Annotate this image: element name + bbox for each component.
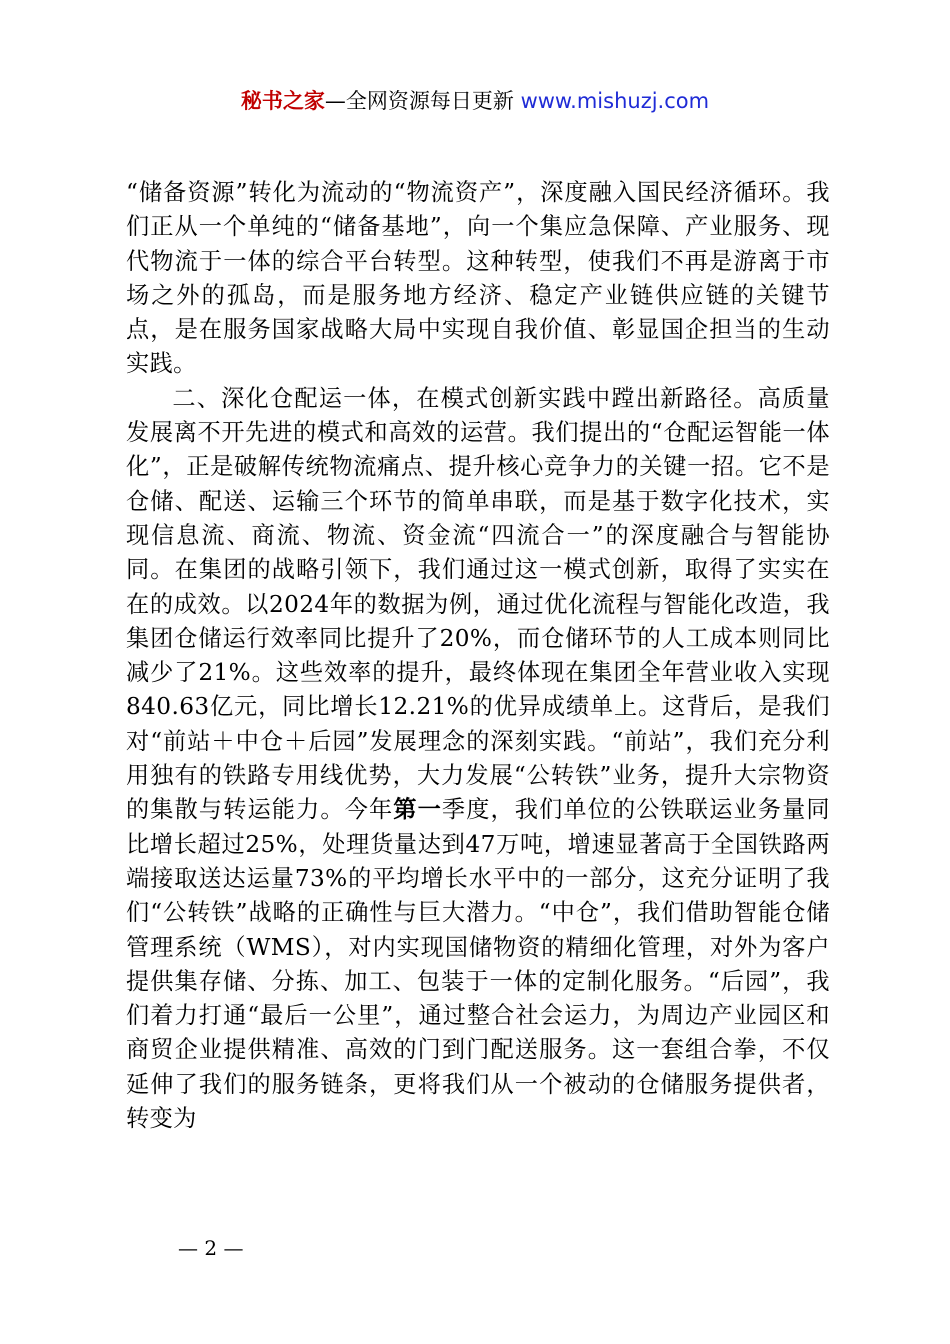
site-url-link[interactable]: www.mishuzj.com <box>520 89 710 113</box>
site-brand: 秘书之家 <box>240 89 325 113</box>
site-tagline: —全网资源每日更新 <box>324 89 514 113</box>
paragraph-2-text-b: 季度，我们单位的公铁联运业务量同比增长超过25%，处理货量达到47万吨，增速显著高于全国铁路两端接取送达运量73%的平均增长水平中的一部分，这充分证明了我们“公转铁”战略的正确性与巨大潜力。“中仓”，我们借助智能仓储管理系统（WMS），对内实现国储物资的精细化管理，对外为客户提供集存储、分拣、加工、包装于一体的定制化服务。“后园”，我们着力打通“最后一公里”，通过整合社会运力，为周边产业园区和商贸企业提供精准、高效的门到门配送服务。这一套组合拳，不仅延伸了我们的服务链条，更将我们从一个被动的仓储服务提供者，转变为 <box>126 796 830 1133</box>
paragraph-2 <box>126 382 830 1137</box>
paragraph-2-text-a: 二、深化仓配运一体，在模式创新实践中蹚出新路径。高质量发展离不开先进的模式和高效的运营。我们提出的“仓配运智能一体化”，正是破解传统物流痛点、提升核心竞争力的关键一招。它不是仓储、配送、运输三个环节的简单串联，而是基于数字化技术，实现信息流、商流、物流、资金流“四流合一”的深度融合与智能协同。在集团的战略引领下，我们通过这一模式创新，取得了实实在在的成效。以2024年的数据为例，通过优化流程与智能化改造，我集团仓储运行效率同比提升了20%，而仓储环节的人工成本则同比减少了21%。这些效率的提升，最终体现在集团全年营业收入实现840.63亿元，同比增长12.21%的优异成绩单上。这背后，是我们对“前站＋中仓＋后园”发展理念的深刻实践。“前站”，我们充分利用独有的铁路专用线优势，大力发展“公转铁”业务，提升大宗物资的集散与转运能力。今年 <box>126 384 830 824</box>
document-body <box>126 176 830 1136</box>
page-number: — 2 — <box>178 1236 244 1260</box>
paragraph-1: “储备资源”转化为流动的“物流资产”，深度融入国民经济循环。我们正从一个单纯的“储备基地”，向一个集应急保障、产业服务、现代物流于一体的综合平台转型。这种转型，使我们不再是游离于市场之外的孤岛，而是服务地方经济、稳定产业链供应链的关键节点，是在服务国家战略大局中实现自我价值、彰显国企担当的生动实践。 <box>126 179 830 378</box>
paragraph-2-bold-text: 第一 <box>393 796 442 824</box>
site-header <box>0 86 950 116</box>
